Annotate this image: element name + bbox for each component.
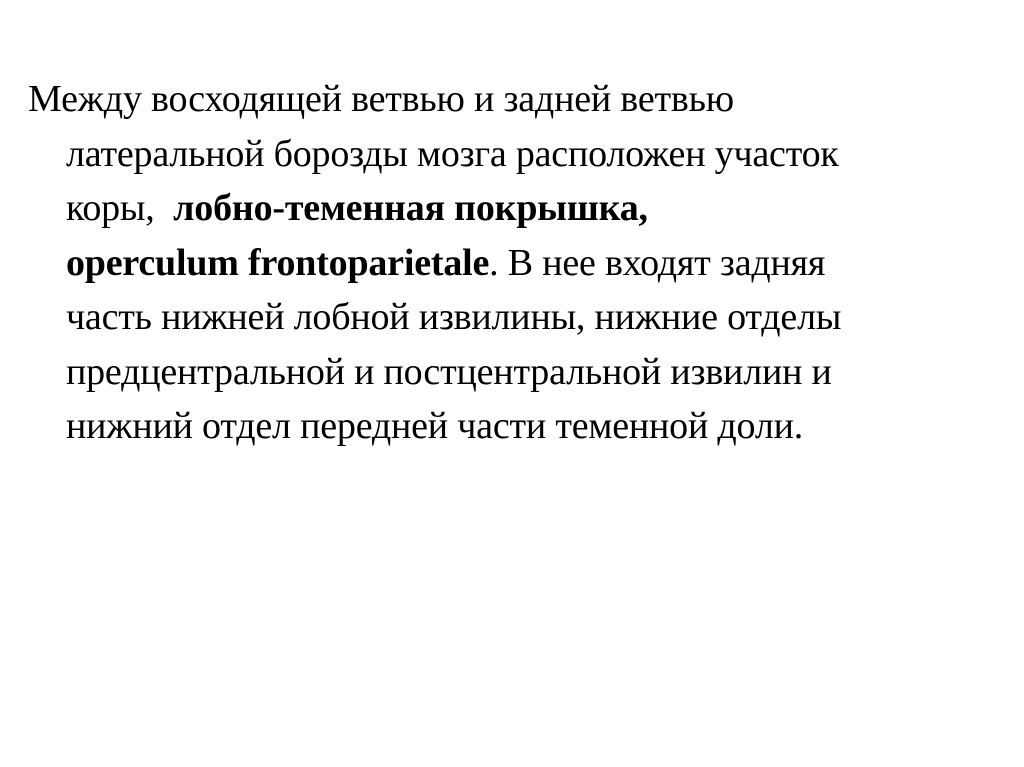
text-line-3-start: коры, <box>66 187 174 229</box>
slide-paragraph <box>28 72 1018 454</box>
text-line-4-end: . В нее входят задняя <box>489 241 826 284</box>
text-line-6: предцентральной и постцентральной извилин и <box>66 350 832 393</box>
text-line-7: нижний отдел передней части теменной доли. <box>66 405 804 447</box>
text-line-1: Между восходящей ветвью и задней ветвью <box>28 78 734 120</box>
term-latin: operculum frontoparietale <box>66 241 490 284</box>
text-line-5: часть нижней лобной извилины, нижние отделы <box>66 296 842 338</box>
text-line-4 <box>28 236 1018 291</box>
text-line-2: латеральной борозды мозга расположен участок <box>66 132 839 175</box>
text-line-3 <box>28 181 1018 236</box>
term-russian: лобно-теменная покрышка, <box>173 187 648 229</box>
